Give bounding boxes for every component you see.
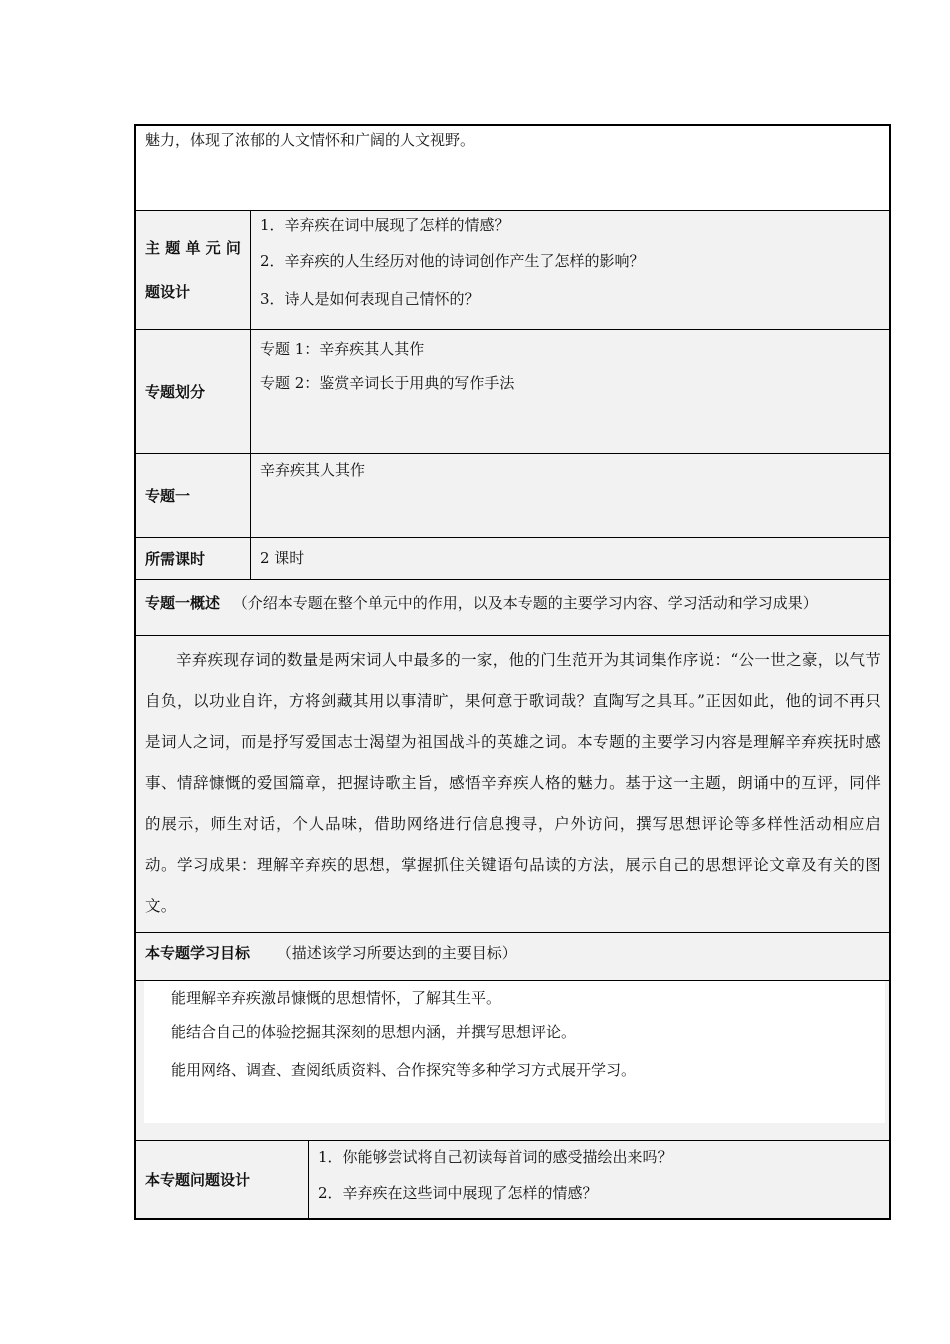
unit-question-2: 2．辛弃疾的人生经历对他的诗词创作产生了怎样的影响？ <box>260 252 645 270</box>
unit-question-1: 1．辛弃疾在词中展现了怎样的情感？ <box>260 216 510 234</box>
unit-questions-label-line2: 题设计 <box>145 283 191 301</box>
overview-label: 专题一概述 <box>145 594 221 612</box>
hours-row <box>136 538 889 580</box>
hours-label: 所需课时 <box>136 538 251 579</box>
topic-one-value: 辛弃疾其人其作 <box>260 461 366 479</box>
unit-questions-content <box>251 211 889 329</box>
goals-list-row <box>136 981 889 1141</box>
topic-division-content <box>251 330 889 453</box>
continuation-row <box>136 126 889 211</box>
goals-list-box <box>144 981 885 1123</box>
goal-2: 能结合自己的体验挖掘其深刻的思想内涵，并撰写思想评论。 <box>171 1023 577 1041</box>
overview-text-row <box>136 636 889 933</box>
goals-header <box>145 942 517 963</box>
topic-division-row <box>136 330 889 454</box>
goal-1: 能理解辛弃疾激昂慷慨的思想情怀，了解其生平。 <box>171 989 502 1007</box>
overview-header <box>145 592 818 613</box>
topic-questions-content <box>309 1141 889 1218</box>
hours-content <box>251 538 889 579</box>
topic-division-item-1: 专题 1：辛弃疾其人其作 <box>260 340 425 358</box>
topic-question-1: 1．你能够尝试将自己初读每首词的感受描绘出来吗？ <box>318 1148 673 1166</box>
topic-division-item-2: 专题 2：鉴赏辛词长于用典的写作手法 <box>260 374 515 392</box>
topic-one-row <box>136 454 889 538</box>
topic-division-label: 专题划分 <box>136 330 251 453</box>
hours-value: 2 课时 <box>260 549 305 567</box>
unit-questions-label <box>136 211 251 329</box>
topic-questions-label: 本专题问题设计 <box>136 1141 309 1218</box>
topic-question-2: 2．辛弃疾在这些词中展现了怎样的情感？ <box>318 1184 598 1202</box>
continuation-text: 魅力，体现了浓郁的人文情怀和广阔的人文视野。 <box>145 131 476 149</box>
topic-one-label: 专题一 <box>136 454 251 537</box>
unit-question-3: 3．诗人是如何表现自己情怀的？ <box>260 290 480 308</box>
goals-note: （描述该学习所要达到的主要目标） <box>276 944 517 962</box>
overview-note: （介绍本专题在整个单元中的作用，以及本专题的主要学习内容、学习活动和学习成果） <box>232 594 818 612</box>
lesson-plan-table <box>134 124 891 1220</box>
topic-questions-row <box>136 1141 889 1218</box>
unit-questions-label-line1: 主 题 单 元 问 <box>145 239 241 257</box>
topic-one-content <box>251 454 889 537</box>
overview-text: 辛弃疾现存词的数量是两宋词人中最多的一家，他的门生范开为其词集作序说：“公一世之豪，以气节自负，以功业自许，方将剑藏其用以事清旷，果何意于歌词哉？直陶写之具耳。”正因如此，他的词不再只是词人之词，而是抒写爱国志士渴望为祖国战斗的英雄之词。本专题的主要学习内容是理解辛弃疾抚时感事、情辞慷慨的爱国篇章，把握诗歌主旨，感悟辛弃疾人格的魅力。基于这一主题，朗诵中的互评，同伴的展示，师生对话，个人品味，借助网络进行信息搜寻，户外访问，撰写思想评论等多样性活动相应启动。学习成果：理解辛弃疾的思想，掌握抓住关键语句品读的方法，展示自己的思想评论文章及有关的图文。 <box>145 651 881 915</box>
goal-3: 能用网络、调查、查阅纸质资料、合作探究等多种学习方式展开学习。 <box>171 1061 637 1079</box>
overview-header-row <box>136 580 889 636</box>
goals-header-row <box>136 933 889 981</box>
unit-questions-row <box>136 211 889 330</box>
goals-label: 本专题学习目标 <box>145 944 251 962</box>
